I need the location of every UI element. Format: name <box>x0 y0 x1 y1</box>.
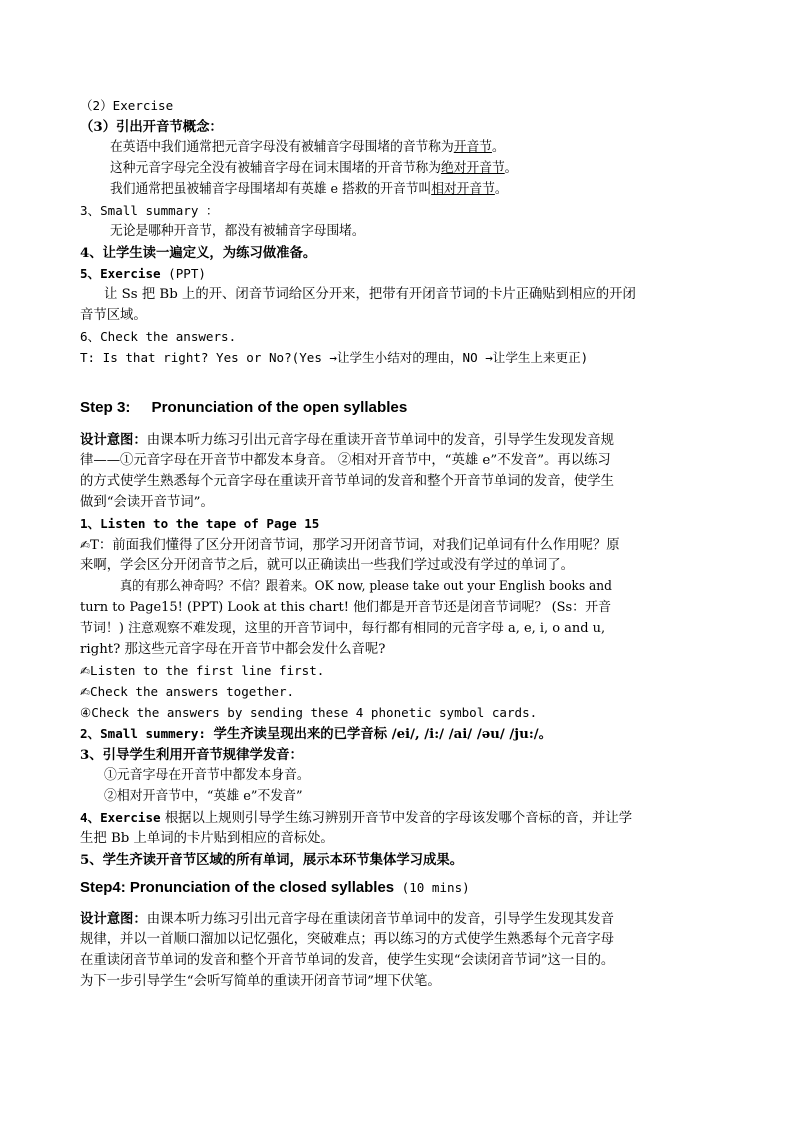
design-intent-line2: 律——①元音字母在开音节中都发本身音。 ②相对开音节中，“英雄 e”不发音”。再以练习 <box>80 453 611 468</box>
design-intent2-line4: 为下一步引导学生“会听写简单的重读开闭音节词”埋下伏笔。 <box>80 974 441 989</box>
writing-hand-icon: ✍ <box>80 538 91 552</box>
exercise-ppt-line <box>80 264 728 284</box>
text: Step4: Pronunciation of the closed syllables <box>80 879 395 896</box>
design-intent-label: 设计意图： <box>80 432 147 448</box>
writing-hand-icon: ✍ <box>80 685 91 699</box>
underlined-term: 相对开音节 <box>431 182 495 197</box>
text: 由课本听力练习引出元音字母在重读开音节单词中的发音，引导学生发现发音规 <box>146 433 614 448</box>
design-intent-label: 设计意图： <box>80 911 147 927</box>
teacher-talk-line2: 来啊，学会区分开闭音节之后，就可以正确读出一些我们学过或没有学过的单词了。 <box>80 558 574 573</box>
exercise-line: （2）Exercise <box>80 98 174 113</box>
check-cards-line: ④Check the answers by sending these 4 phonetic symbol cards. <box>80 705 538 720</box>
design-intent-line4: 做到“会读开音节词”。 <box>80 495 214 510</box>
design-intent2-line3: 在重读闭音节单词的发音和整个开音节单词的发音，使学生实现“会读闭音节词”这一目的。 <box>80 953 615 968</box>
listen-first-line <box>80 661 728 681</box>
exercise-rule-line1 <box>80 808 728 829</box>
check-answers-line: 6、Check the answers. <box>80 329 237 344</box>
text: 2、Small summery: <box>80 726 214 741</box>
open-syllable-concept-heading: （3）引出开音节概念： <box>80 119 223 135</box>
teacher-talk-line6: right? 那这些元音字母在开音节中都会发什么音呢? <box>80 642 386 657</box>
text: (10 mins) <box>394 880 470 895</box>
teacher-talk-line1 <box>80 535 728 556</box>
listen-tape-heading: 1、Listen to the tape of Page 15 <box>80 516 320 531</box>
text: Check the answers together. <box>90 684 295 699</box>
text: 。 <box>494 182 508 197</box>
definition-open-syllable <box>110 138 728 158</box>
teacher-talk-line4: turn to Page15! (PPT) Look at this chart! 他们都是开音节还是闭音节词呢？ (Ss：开音 <box>80 600 612 615</box>
text: 我们通常把虽被辅音字母围堵却有英雄 e 搭救的开音节叫 <box>110 182 432 197</box>
teacher-talk-line5: 节词！) 注意观察不难发现，这里的开音节词中，每行都有相同的元音字母 a, e, i, o and u, <box>80 621 606 636</box>
text: 根据以上规则引导学生练习辨别开音节中发音的字母该发哪个音标的音，并让学 <box>160 811 633 826</box>
underlined-term: 开音节 <box>453 140 492 155</box>
definition-absolute-open-syllable <box>110 159 728 179</box>
text: 这种元音字母完全没有被辅音字母在词末围堵的开音节称为 <box>110 161 442 176</box>
rule-two: ②相对开音节中，“英雄 e”不发音” <box>104 789 303 804</box>
exercise-instruction-line1: 让 Ss 把 Bb 上的开、闭音节词给区分开来，把带有开闭音节词的卡片正确贴到相应的开闭 <box>104 287 636 302</box>
text: 在英语中我们通常把元音字母没有被辅音字母围堵的音节称为 <box>110 140 454 155</box>
underlined-term: 绝对开音节 <box>441 161 505 176</box>
text: 4、Exercise <box>80 810 161 825</box>
text: 。 <box>491 140 505 155</box>
definition-relative-open-syllable <box>110 180 728 200</box>
text: 学生齐读呈现出来的已学音标 /ei/, /i:/ /ai/ /əu/ /ju:/。 <box>213 726 552 742</box>
design-intent2-line1 <box>80 909 728 930</box>
rule-one: ①元音字母在开音节中都发本身音。 <box>104 768 310 783</box>
read-definition-line: 4、让学生读一遍定义，为练习做准备。 <box>80 245 317 261</box>
summary-text: 无论是哪种开音节，都没有被辅音字母围堵。 <box>110 224 365 239</box>
read-together-line: 5、学生齐读开音节区域的所有单词，展示本环节集体学习成果。 <box>80 852 464 868</box>
text: T：前面我们懂得了区分开闭音节词，那学习开闭音节词，对我们记单词有什么作用呢？原 <box>90 538 620 553</box>
text: 由课本听力练习引出元音字母在重读闭音节单词中的发音，引导学生发现其发音 <box>146 912 614 927</box>
check-together-line <box>80 682 728 702</box>
design-intent-line3: 的方式使学生熟悉每个元音字母在重读开音节单词的发音和整个开音节单词的发音，使学生 <box>80 474 614 489</box>
step3-heading: Step 3: Pronunciation of the open syllables <box>80 399 408 416</box>
guide-pronunciation-heading: 3、引导学生利用开音节规律学发音： <box>80 747 303 763</box>
small-summery-line <box>80 724 728 744</box>
design-intent2-line2: 规律，并以一首顺口溜加以记忆强化，突破难点；再以练习的方式使学生熟悉每个元音字母 <box>80 932 614 947</box>
step4-heading <box>80 878 728 899</box>
teacher-talk-line3: 真的有那么神奇吗？不信？跟着来。OK now, please take out your English books and <box>120 579 612 594</box>
exercise-instruction-line2: 音节区域。 <box>80 308 147 323</box>
text: (PPT) <box>160 266 206 281</box>
small-summary-heading: 3、Small summary ： <box>80 203 219 218</box>
teacher-question-line: T: Is that right? Yes or No?(Yes →让学生小结对的理由，NO →让学生上来更正) <box>80 350 589 365</box>
text: 。 <box>504 161 518 176</box>
design-intent-line1 <box>80 430 728 451</box>
writing-hand-icon: ✍ <box>80 664 91 678</box>
text: 5、Exercise <box>80 266 161 281</box>
exercise-rule-line2: 生把 Bb 上单词的卡片贴到相应的音标处。 <box>80 831 334 846</box>
text: Listen to the first line first. <box>90 663 325 678</box>
